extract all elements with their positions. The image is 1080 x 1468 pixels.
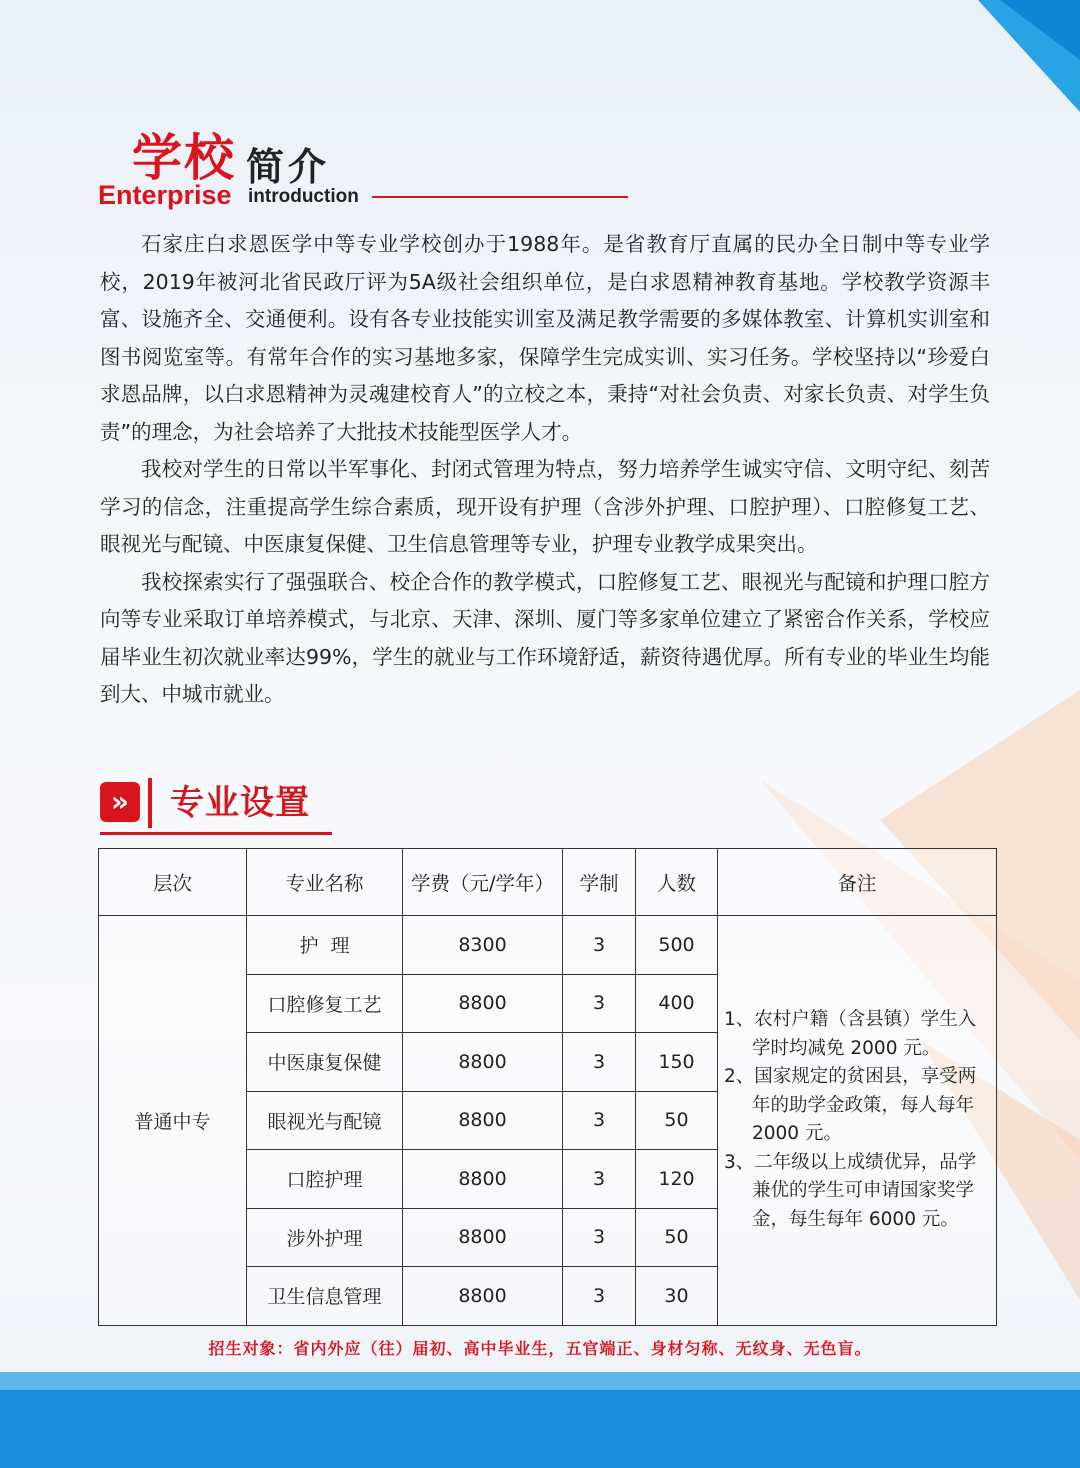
count-cell: 500 [636,916,718,975]
page-title [98,128,638,208]
major-name: 卫生信息管理 [247,1267,403,1326]
intro-paragraph: 我校探索实行了强强联合、校企合作的教学模式，口腔修复工艺、眼视光与配镜和护理口腔方向等专业采取订单培养模式，与北京、天津、深圳、厦门等多家单位建立了紧密合作关系，学校应届毕业生初次就业率达99%，学生的就业与工作环境舒适，薪资待遇优厚。所有专业的毕业生均能到大、中城市就业。 [100,569,990,706]
count-cell: 120 [636,1150,718,1209]
section-title: 专业设置 [170,783,310,823]
count-cell: 400 [636,974,718,1033]
fee-cell: 8800 [403,1091,563,1150]
header-fee: 学费（元/学年） [403,849,563,916]
footer-band-dark [0,1390,1080,1468]
title-english-sub: introduction [248,186,359,207]
fee-cell: 8800 [403,974,563,1033]
note-item: 3、二年级以上成绩优异，品学兼优的学生可申请国家奖学金，每生每年 6000 元。 [724,1151,977,1230]
note-item: 1、农村户籍（含县镇）学生入学时均减免 2000 元。 [724,1009,977,1059]
admission-note: 招生对象：省内外应（往）届初、高中毕业生，五官端正、身材匀称、无纹身、无色盲。 [208,1339,872,1358]
double-chevron-icon: » [100,782,140,822]
major-name: 口腔护理 [247,1150,403,1209]
header-level: 层次 [99,849,247,916]
count-cell: 150 [636,1033,718,1092]
title-english-main: Enterprise [98,180,232,210]
title-main: 学校 [132,128,236,187]
years-cell: 3 [563,1150,636,1209]
intro-text [100,226,990,714]
count-cell: 30 [636,1267,718,1326]
fee-cell: 8800 [403,1208,563,1267]
major-name: 口腔修复工艺 [247,974,403,1033]
section-divider [148,778,152,828]
notes-cell [718,916,997,1326]
header-notes: 备注 [718,849,997,916]
years-cell: 3 [563,1033,636,1092]
fee-cell: 8800 [403,1150,563,1209]
intro-paragraph: 我校对学生的日常以半军事化、封闭式管理为特点，努力培养学生诚实守信、文明守纪、刻苦学习的信念，注重提高学生综合素质，现开设有护理（含涉外护理、口腔护理）、口腔修复工艺、眼视光与配镜、中医康复保健、卫生信息管理等专业，护理专业教学成果突出。 [100,457,990,556]
note-item: 2、国家规定的贫困县，享受两年的助学金政策，每人每年 2000 元。 [724,1066,977,1145]
major-name: 涉外护理 [247,1208,403,1267]
table-row [99,916,997,975]
footer-band-light [0,1372,1080,1390]
section-underline [100,832,332,835]
footer-band [0,1372,1080,1468]
years-cell: 3 [563,974,636,1033]
count-cell: 50 [636,1091,718,1150]
table-header-row [99,849,997,916]
level-cell: 普通中专 [99,916,247,1326]
header-count: 人数 [636,849,718,916]
major-name: 护 理 [247,916,403,975]
years-cell: 3 [563,916,636,975]
years-cell: 3 [563,1267,636,1326]
count-cell: 50 [636,1208,718,1267]
majors-table [98,848,997,1326]
section-heading [100,776,332,838]
header-years: 学制 [563,849,636,916]
years-cell: 3 [563,1208,636,1267]
intro-paragraph: 石家庄白求恩医学中等专业学校创办于1988年。是省教育厅直属的民办全日制中等专业学校，2019年被河北省民政厅评为5A级社会组织单位，是白求恩精神教育基地。学校教学资源丰富、设施齐全、交通便利。设有各专业技能实训室及满足教学需要的多媒体教室、计算机实训室和图书阅览室等。有常年合作的实习基地多家，保障学生完成实训、实习任务。学校坚持以“珍爱白求恩品牌，以白求恩精神为灵魂建校育人”的立校之本，秉持“对社会负责、对家长负责、对学生负责”的理念，为社会培养了大批技术技能型医学人才。 [100,232,990,444]
fee-cell: 8800 [403,1267,563,1326]
title-sub: 简介 [246,144,331,189]
header-major: 专业名称 [247,849,403,916]
major-name: 眼视光与配镜 [247,1091,403,1150]
major-name: 中医康复保健 [247,1033,403,1092]
title-divider [372,196,628,198]
fee-cell: 8300 [403,916,563,975]
fee-cell: 8800 [403,1033,563,1092]
years-cell: 3 [563,1091,636,1150]
